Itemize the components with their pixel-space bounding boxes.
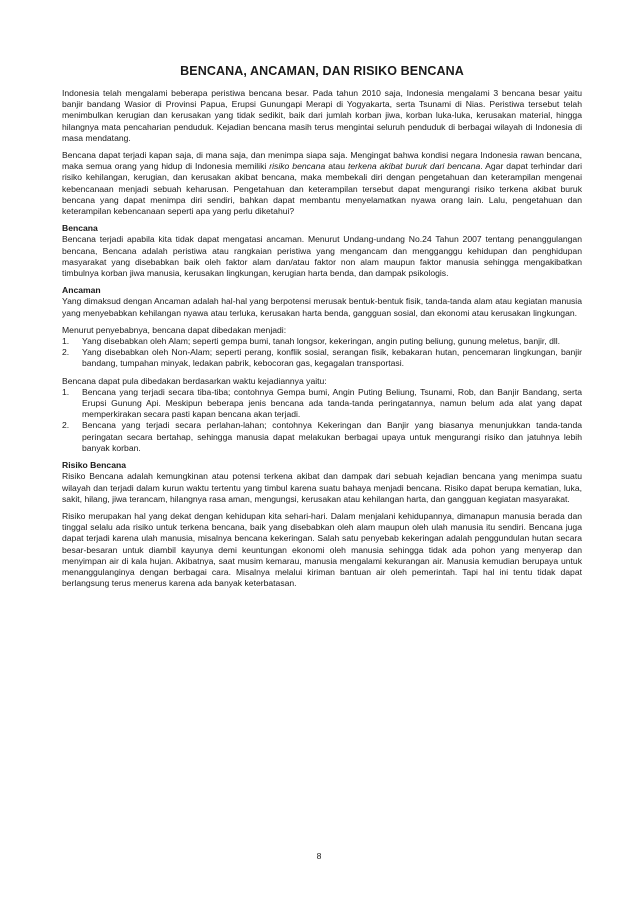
second-paragraph-text-3: . Agar dapat terhindar dari risiko kehilangan, kerugian, dan kerusakan akibat bencana, maka membekali diri dengan pengetahuan dan keterampilan mengenai kebencanaan menjadi sebuah keharusan. Pengetahuan dan keterampilan tersebut dapat mengurangi risiko terkena akibat buruk bencana yang dapat menimpa diri sendiri, bahkan dapat membantu menyelamatkan nyawa orang lain. Lalu, pengetahuan dan keterampilan kebencanaan seperti apa yang perlu diketahui?	[62, 161, 583, 217]
timing-list-intro: Bencana dapat pula dibedakan berdasarkan waktu kejadiannya yaitu:	[62, 375, 327, 386]
second-paragraph-italic-1: risiko bencana	[269, 161, 326, 172]
list-item-number: 1.	[62, 336, 70, 347]
list-item-number: 1.	[62, 386, 70, 397]
timing-list-item	[62, 420, 582, 454]
second-paragraph-italic-2: terkena akibat buruk dari bencana	[347, 161, 481, 172]
risiko-paragraph-2: Risiko merupakan hal yang dekat dengan kehidupan kita sehari-hari. Dalam menjalani kehidupannya, dimanapun manusia berada dan tinggal selalu ada risiko untuk terkena bencana, baik yang disebabkan oleh alam maupun oleh ulah manusia itu sendiri. Bencana juga dapat terjadi karena ulah manusia, misalnya bencana kekeringan. Salah satu penyebab kekeringan adalah penggundulan hutan secara besar-besaran untuk diambil kayunya demi keuntungan ekonomi oleh manusia sehingga tidak ada pohon yang menyerap dan menyimpan air di kala hujan. Akibatnya, saat musim kemarau, manusia mengalami kekurangan air. Manusia kemudian berupaya untuk menanggulanginya dengan berbagai cara. Misalnya melalui kiriman bantuan air oleh pemerintah. Tapi hal ini tentu tidak dapat berlangsung terus menerus karena ada banyak keterbatasan.	[62, 510, 582, 589]
timing-list-item	[62, 387, 582, 421]
second-paragraph-text-2: atau	[325, 161, 348, 172]
list-item-text: Yang disebabkan oleh Alam; seperti gempa bumi, tanah longsor, kekeringan, angin puting beliung, gunung meletus, banjir, dll.	[82, 336, 561, 347]
cause-list-intro: Menurut penyebabnya, bencana dapat dibedakan menjadi:	[62, 324, 287, 335]
ancaman-paragraph: Yang dimaksud dengan Ancaman adalah hal-hal yang berpotensi merusak bentuk-bentuk fisik, tanda-tanda alam atau kegiatan manusia yang menyebabkan kehilangan nyawa atau terluka, kerusakan harta benda, gangguan sosial, dan ekonomi atau kerusakan lingkungan.	[62, 296, 582, 318]
bencana-heading: Bencana	[62, 223, 98, 234]
second-paragraph	[62, 150, 582, 217]
cause-list-item	[62, 336, 582, 347]
page-content	[62, 64, 582, 595]
ancaman-heading: Ancaman	[62, 285, 101, 296]
intro-paragraph: Indonesia telah mengalami beberapa peristiwa bencana besar. Pada tahun 2010 saja, Indonesia mengalami 3 bencana besar yaitu banjir bandang Wasior di Provinsi Papua, Erupsi Gunungapi Merapi di Yogyakarta, serta Tsunami di Nias. Peristiwa tersebut telah menimbulkan kerugian dan kerusakan yang tidak sedikit, baik dari jumlah korban jiwa, korban luka-luka, kerusakan material, hingga hilangnya mata pencaharian penduduk. Kejadian bencana masih terus mengintai seluruh penduduk di berbagai wilayah di Indonesia di masa mendatang.	[62, 88, 582, 143]
risiko-heading: Risiko Bencana	[62, 460, 126, 471]
list-item-number: 2.	[62, 420, 70, 431]
bencana-paragraph: Bencana terjadi apabila kita tidak dapat mengatasi ancaman. Menurut Undang-undang No.24 Tahun 2007 tentang penanggulangan bencana, Bencana adalah peristiwa atau rangkaian peristiwa yang mengancam dan mengganggu kehidupan dan penghidupan masyarakat yang disebabkan baik oleh faktor alam dan/atau faktor non alam maupun faktor manusia sehingga mengakibatkan timbulnya korban jiwa manusia, kerusakan lingkungan, kerugian harta benda, dan dampak psikologis.	[62, 234, 582, 279]
second-paragraph-text-1: Bencana dapat terjadi kapan saja, di mana saja, dan menimpa siapa saja. Mengingat bahwa kondisi negara Indonesia rawan bencana, maka semua orang yang hidup di Indonesia memiliki	[62, 150, 582, 172]
page-number: 8	[316, 851, 322, 861]
timing-list	[62, 387, 582, 454]
risiko-paragraph-1: Risiko Bencana adalah kemungkinan atau potensi terkena akibat dan dampak dari sebuah kejadian bencana yang menimpa suatu wilayah dan terjadi dalam kurun waktu tertentu yang timbul karena suatu bahaya menjadi bencana. Risiko dapat berupa kematian, luka, sakit, hilang, jiwa terancam, hilangnya rasa aman, mengungsi, kerusakan atau kehilangan harta, dan gangguan kegiatan masyarakat.	[62, 471, 582, 504]
cause-list	[62, 336, 582, 370]
page-title: BENCANA, ANCAMAN, DAN RISIKO BENCANA	[180, 64, 464, 78]
list-item-text: Yang disebabkan oleh Non-Alam; seperti perang, konflik sosial, serangan fisik, kebakaran hutan, pencemaran lingkungan, banjir bandang, tumpahan minyak, ledakan pabrik, kebocoran gas, kegagalan transportasi.	[82, 347, 582, 369]
cause-list-item	[62, 347, 582, 369]
list-item-number: 2.	[62, 347, 70, 358]
list-item-text: Bencana yang terjadi secara perlahan-lahan; contohnya Kekeringan dan Banjir yang biasanya menunjukkan tanda-tanda peringatan secara bertahap, sehingga manusia dapat melakukan berbagai upaya untuk mengurangi risiko dan jatuhnya lebih banyak korban.	[82, 420, 582, 453]
list-item-text: Bencana yang terjadi secara tiba-tiba; contohnya Gempa bumi, Angin Puting Beliung, Tsunami, Rob, dan Banjir Bandang, serta Erupsi Gunung Api. Meskipun beberapa jenis bencana ada tanda-tanda peringatannya, namun belum ada alat yang dapat memperkirakan secara pasti kapan bencana akan terjadi.	[82, 386, 582, 420]
